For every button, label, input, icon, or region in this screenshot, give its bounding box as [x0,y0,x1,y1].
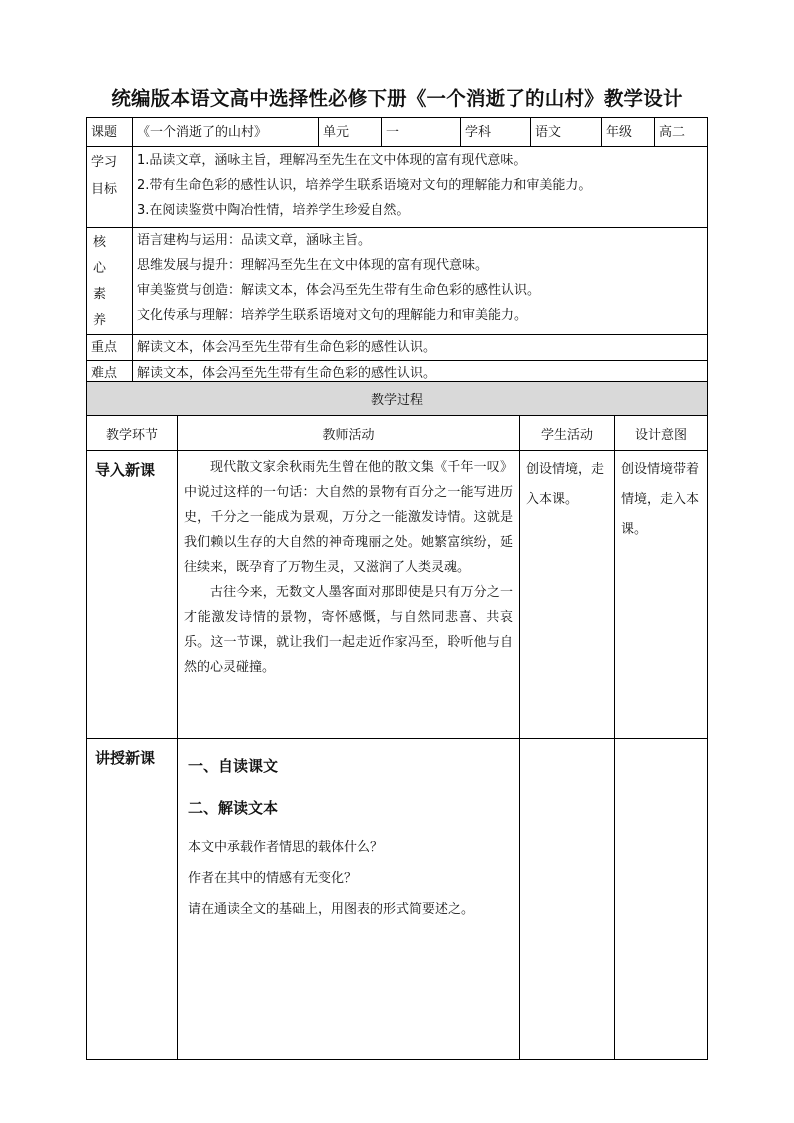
lecture-stage: 讲授新课 [87,739,178,1060]
course-row [87,118,708,147]
objective-item: 1.品读文章，涵咏主旨，理解冯至先生在文中体现的富有现代意味。 [137,153,527,168]
objective-item: 2.带有生命色彩的感性认识，培养学生联系语境对文句的理解能力和审美能力。 [137,178,592,193]
core-label-char: 核 [93,235,107,250]
difficulty-value: 解读文本，体会冯至先生带有生命色彩的感性认识。 [133,361,708,387]
intro-paragraph-1: 现代散文家余秋雨先生曾在他的散文集《千年一叹》中说过这样的一句话：大自然的景物有百分之一能写进历史，千分之一能成为景观，万分之一能激发诗情。这就是我们赖以生存的大自然的神奇瑰丽之处。她繁富缤纷，延往续来，既孕育了万物生灵，又滋润了人类灵魂。 [184,460,513,575]
process-table [86,381,708,1060]
intro-teacher-activity [178,451,520,739]
core-item: 语言建构与运用：品读文章，涵咏主旨。 [137,233,372,248]
core-label-char: 心 [93,261,107,276]
intro-paragraph-2: 古往今来，无数文人墨客面对那即使是只有万分之一才能激发诗情的景物，寄怀感慨，与自然同悲喜、共哀乐。这一节课，就让我们一起走近作家冯至，聆听他与自然的心灵碰撞。 [184,585,513,675]
lecture-question-2: 作者在其中的情感有无变化？ [188,871,358,886]
difficulty-label: 难点 [87,361,133,387]
key-point-label: 重点 [87,335,133,361]
course-value: 《一个消逝了的山村》 [133,118,319,147]
lecture-question-3: 请在通读全文的基础上，用图表的形式简要述之。 [188,902,475,917]
objectives-row [87,147,708,228]
intro-stage: 导入新课 [87,451,178,739]
header-intent: 设计意图 [615,416,708,451]
lecture-student-activity [520,739,615,1060]
process-header-row [87,416,708,451]
objectives-content [133,147,708,228]
lecture-teacher-activity [178,739,520,1060]
header-teacher: 教师活动 [178,416,520,451]
lecture-heading-2: 二、解读文本 [188,799,279,817]
core-item: 思维发展与提升：理解冯至先生在文中体现的富有现代意味。 [137,258,489,273]
core-row [87,228,708,335]
document-title: 统编版本语文高中选择性必修下册《一个消逝了的山村》教学设计 [111,87,683,110]
info-table [86,117,708,387]
key-point-row [87,335,708,361]
core-label-char: 素 [93,287,107,302]
unit-value: 一 [382,118,461,147]
header-student: 学生活动 [520,416,615,451]
core-label [87,228,133,335]
objective-item: 3.在阅读鉴赏中陶冶性情，培养学生珍爱自然。 [137,203,410,218]
grade-value: 高二 [655,118,708,147]
objectives-label-line1: 学习 [91,155,118,170]
core-item: 文化传承与理解：培养学生联系语境对文句的理解能力和审美能力。 [137,308,528,323]
key-point-value: 解读文本，体会冯至先生带有生命色彩的感性认识。 [133,335,708,361]
lecture-design-intent [615,739,708,1060]
process-title: 教学过程 [87,382,708,416]
intro-design-intent: 创设情境带着情境，走入本课。 [615,451,708,739]
grade-label: 年级 [602,118,655,147]
objectives-label [87,147,133,228]
header-stage: 教学环节 [87,416,178,451]
lecture-heading-1: 一、自读课文 [188,757,279,775]
unit-label: 单元 [319,118,382,147]
objectives-label-line2: 目标 [91,182,118,197]
lecture-question-1: 本文中承载作者情思的载体什么？ [188,840,384,855]
core-item: 审美鉴赏与创造：解读文本，体会冯至先生带有生命色彩的感性认识。 [137,283,541,298]
subject-label: 学科 [461,118,531,147]
subject-value: 语文 [531,118,602,147]
process-title-row [87,382,708,416]
core-label-char: 养 [93,313,107,328]
lecture-row [87,739,708,1060]
course-label: 课题 [87,118,133,147]
intro-row [87,451,708,739]
intro-student-activity: 创设情境，走入本课。 [520,451,615,739]
core-content [133,228,708,335]
